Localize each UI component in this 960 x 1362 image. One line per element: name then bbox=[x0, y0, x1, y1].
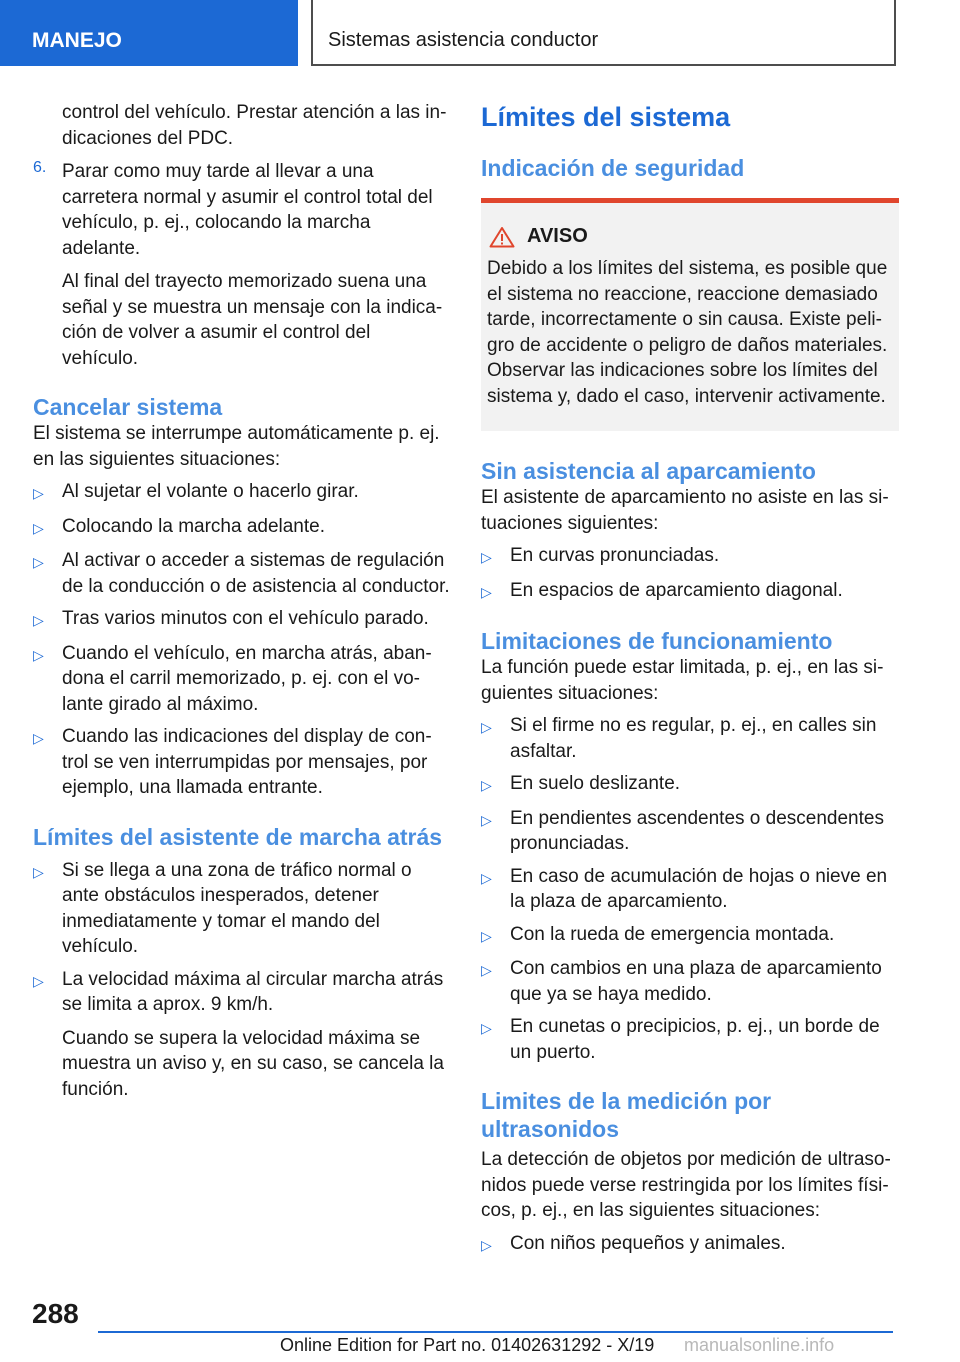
list-item: ▷ Cuando el vehículo, en marcha atrás, abandona el carril memorizado, p. ej. con el volante girado al máximo. bbox=[33, 641, 451, 718]
limits-list bbox=[481, 713, 899, 1065]
section-tab: MANEJO bbox=[0, 0, 298, 66]
bullet-triangle-icon: ▷ bbox=[33, 612, 44, 628]
bullet-triangle-icon: ▷ bbox=[33, 730, 44, 746]
item-text: La velocidad máxima al circular marcha atrás se limita a aprox. 9 km/h. bbox=[62, 968, 444, 1015]
step-text: Parar como muy tarde al llevar a una carretera normal y asumir el control total del vehículo, p. ej., colocando la marcha adelante. bbox=[62, 161, 433, 259]
bullet-triangle-icon: ▷ bbox=[481, 869, 492, 886]
list-item: ▷ Si el firme no es regular, p. ej., en calles sin asfaltar. bbox=[481, 713, 899, 764]
limits-heading: Limitaciones de funcionamiento bbox=[481, 628, 833, 654]
chapter-title: Sistemas asistencia conductor bbox=[311, 0, 896, 66]
warning-label: AVISO bbox=[527, 225, 588, 247]
noassist-list bbox=[481, 543, 899, 605]
left-column bbox=[33, 100, 451, 1102]
bullet-triangle-icon: ▷ bbox=[481, 1236, 492, 1253]
bullet-triangle-icon: ▷ bbox=[33, 972, 44, 989]
reverse-heading: Límites del asistente de marcha atrás bbox=[33, 823, 443, 850]
reverse-list bbox=[33, 858, 451, 1103]
noassist-heading: Sin asistencia al aparcamiento bbox=[481, 458, 816, 484]
bullet-triangle-icon: ▷ bbox=[481, 549, 492, 565]
cancel-list bbox=[33, 479, 451, 801]
limits-intro: La función puede estar limitada, p. ej., en las siguientes situaciones: bbox=[481, 657, 884, 704]
step-6 bbox=[33, 159, 451, 371]
cancel-heading: Cancelar sistema bbox=[33, 394, 223, 420]
bullet-triangle-icon: ▷ bbox=[33, 863, 44, 880]
bullet-triangle-icon: ▷ bbox=[481, 962, 492, 978]
right-column bbox=[481, 100, 899, 1258]
list-item: ▷ Con la rueda de emergencia montada. bbox=[481, 922, 899, 950]
ultrasonic-intro: La detección de objetos por medición de ultrasonidos puede verse restringida por los límites físicos, p. ej., en las siguientes situaciones: bbox=[481, 1149, 891, 1221]
bullet-triangle-icon: ▷ bbox=[481, 1020, 492, 1036]
footer-divider bbox=[98, 1331, 893, 1333]
list-item: ▷ En espacios de aparcamiento diagonal. bbox=[481, 578, 899, 606]
list-item: ▷ Con niños pequeños y animales. bbox=[481, 1231, 899, 1259]
list-item: ▷ En cunetas o precipicios, p. ej., un borde de un puerto. bbox=[481, 1014, 899, 1065]
list-item bbox=[33, 967, 451, 1103]
step-extra: Al final del trayecto memorizado suena una señal y se muestra un mensaje con la indicación de volver a asumir el control del vehículo. bbox=[62, 271, 443, 369]
bullet-triangle-icon: ▷ bbox=[33, 485, 44, 501]
list-item: ▷ En curvas pronunciadas. bbox=[481, 543, 899, 571]
list-item: ▷ Al sujetar el volante o hacerlo girar. bbox=[33, 479, 451, 507]
edition-text: Online Edition for Part no. 01402631292 - X/19 bbox=[280, 1335, 655, 1355]
ultrasonic-heading: Limites de la medición por ultrasonidos bbox=[481, 1088, 772, 1142]
bullet-triangle-icon: ▷ bbox=[481, 811, 492, 828]
page-number: 288 bbox=[32, 1298, 79, 1329]
step-number: 6. bbox=[33, 159, 47, 176]
list-item: ▷ Cuando las indicaciones del display de control se ven interrumpidas por mensajes, por ejemplo, una llamada entrante. bbox=[33, 724, 451, 801]
cancel-intro: El sistema se interrumpe automáticamente p. ej. en las siguientes situaciones: bbox=[33, 423, 440, 470]
safety-heading: Indicación de seguridad bbox=[481, 155, 745, 181]
list-item: ▷ En pendientes ascendentes o descendentes pronunciadas. bbox=[481, 806, 899, 857]
bullet-triangle-icon: ▷ bbox=[481, 719, 492, 735]
warning-text: Debido a los límites del sistema, es posible que el sistema no reaccione, reaccione demasiado tarde, incorrectamente o sin causa. Existe peligro de accidente o peligro de daños materiales. Observar las indicaciones sobre los límites del sistema y, dado el caso, intervenir activamente. bbox=[487, 258, 888, 407]
item-extra: Cuando se supera la velocidad máxima se muestra un aviso y, en su caso, se cancela la función. bbox=[62, 1027, 444, 1100]
list-item: ▷ Si se llega a una zona de tráfico normal o ante obstáculos inesperados, detener inmediatamente y tomar el mando del vehículo. bbox=[33, 858, 451, 960]
step-continuation: control del vehículo. Prestar atención a las indicaciones del PDC. bbox=[62, 102, 447, 149]
list-item: ▷ En suelo deslizante. bbox=[481, 771, 899, 799]
bullet-triangle-icon: ▷ bbox=[33, 554, 44, 570]
bullet-triangle-icon: ▷ bbox=[481, 583, 492, 600]
warning-box bbox=[481, 198, 899, 431]
page-header bbox=[0, 0, 960, 66]
noassist-intro: El asistente de aparcamiento no asiste en las situaciones siguientes: bbox=[481, 487, 889, 534]
bullet-triangle-icon: ▷ bbox=[481, 777, 492, 793]
list-item: ▷ En caso de acumulación de hojas o nieve en la plaza de aparcamiento. bbox=[481, 864, 899, 915]
section-title: Límites del sistema bbox=[481, 102, 731, 132]
bullet-triangle-icon: ▷ bbox=[33, 646, 44, 663]
list-item: ▷ Con cambios en una plaza de aparcamiento que ya se haya medido. bbox=[481, 956, 899, 1007]
bullet-triangle-icon: ▷ bbox=[481, 927, 492, 944]
list-item: ▷ Al activar o acceder a sistemas de regulación de la conducción o de asistencia al conductor. bbox=[33, 548, 451, 599]
warning-triangle-icon bbox=[489, 226, 515, 248]
list-item: ▷ Tras varios minutos con el vehículo parado. bbox=[33, 606, 451, 634]
watermark: manualsonline.info bbox=[684, 1335, 835, 1355]
list-item: ▷ Colocando la marcha adelante. bbox=[33, 514, 451, 542]
bullet-triangle-icon: ▷ bbox=[33, 519, 44, 536]
ultrasonic-list bbox=[481, 1231, 899, 1259]
